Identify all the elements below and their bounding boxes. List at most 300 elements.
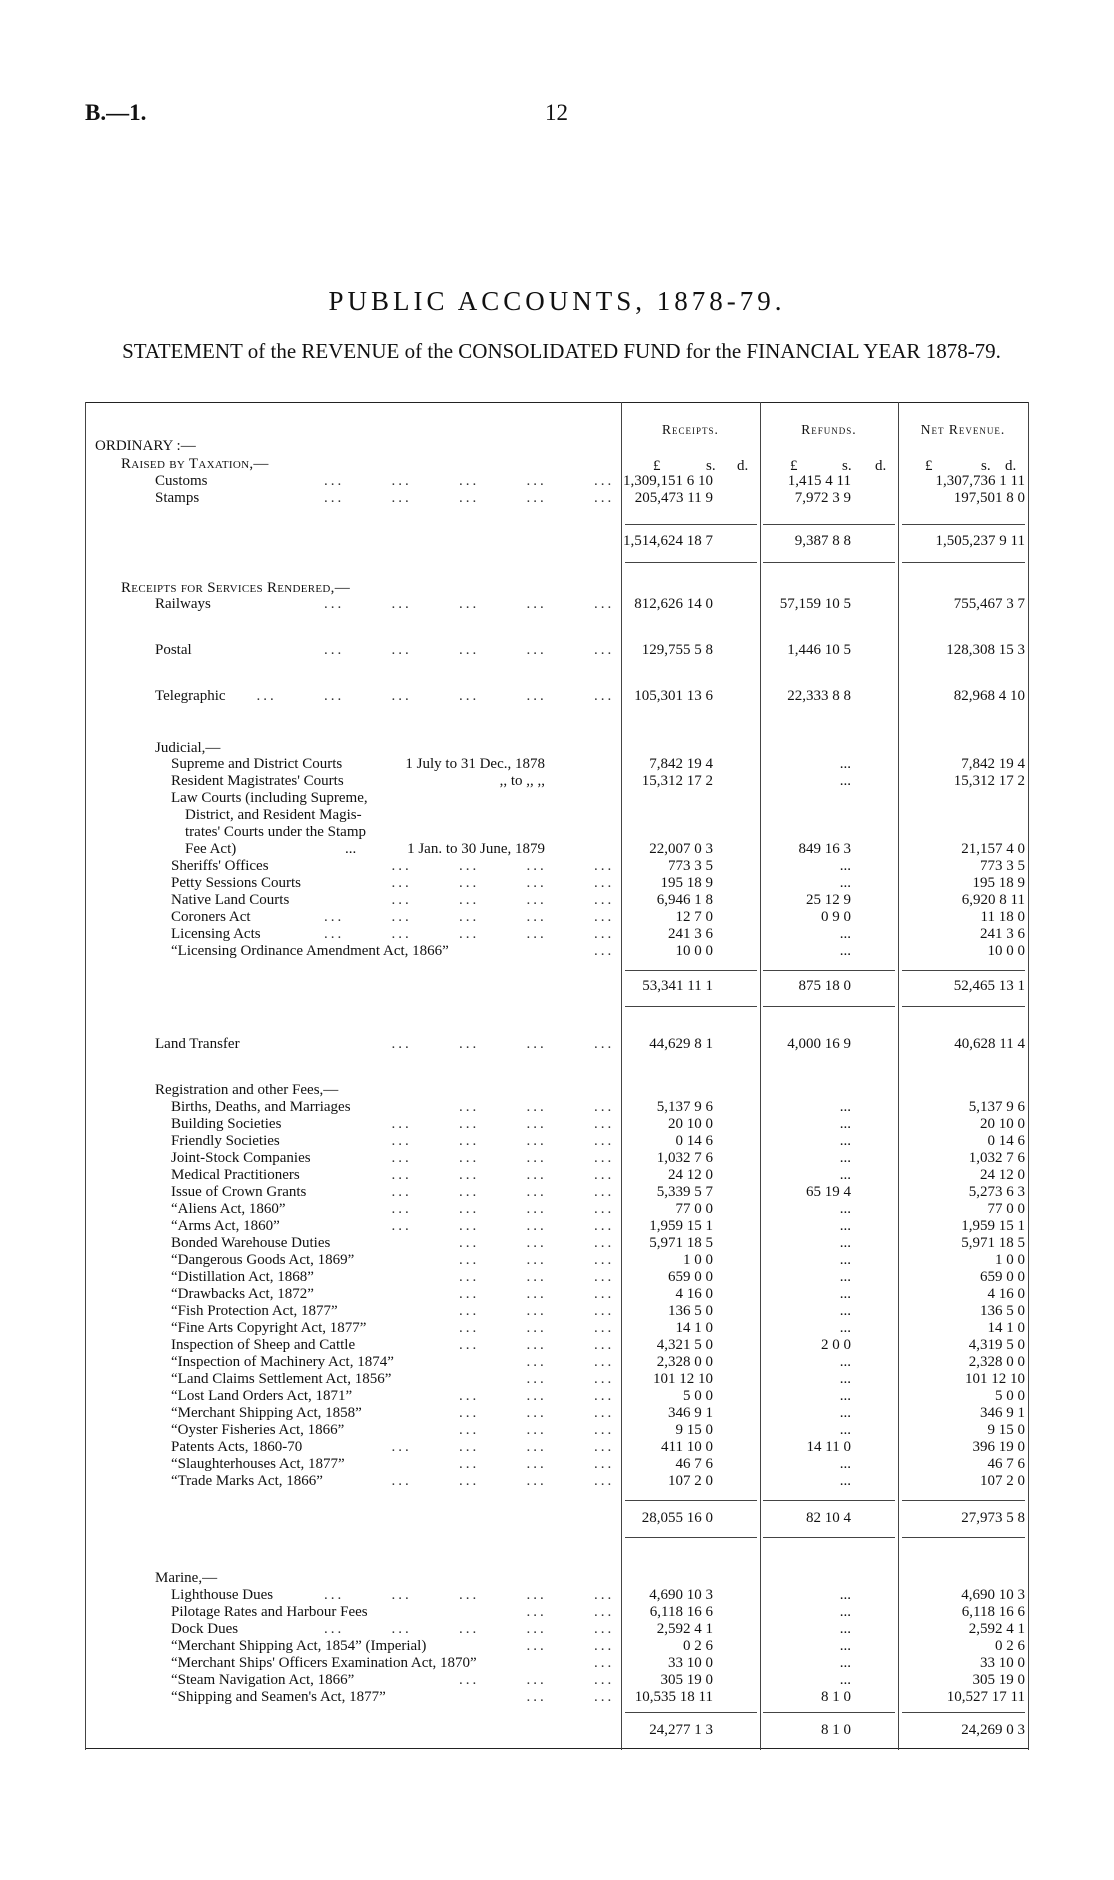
revenue-table <box>85 402 1029 1750</box>
section-heading: Marine,— <box>155 1570 218 1586</box>
row-label: Friendly Societies <box>171 1133 280 1149</box>
row-label: “Arms Act, 1860” <box>171 1218 280 1234</box>
row-label: “Drawbacks Act, 1872” <box>171 1286 314 1302</box>
receipts-amount: 10,535 18 11 <box>634 1689 713 1705</box>
receipts-amount: 20 10 0 <box>668 1116 713 1132</box>
refunds-amount: 22,333 8 8 <box>787 688 851 704</box>
refunds-subtotal: 82 10 4 <box>806 1510 851 1526</box>
table-row <box>85 1456 1029 1473</box>
refunds-amount: 0 9 0 <box>821 909 851 925</box>
leader-dots: ... <box>594 943 621 959</box>
table-row <box>85 824 1029 841</box>
receipts-amount: 0 2 6 <box>683 1638 713 1654</box>
row-label: Inspection of Sheep and Cattle <box>171 1337 356 1353</box>
refunds-amount: 25 12 9 <box>806 892 851 908</box>
refunds-amount: ... <box>839 1133 851 1149</box>
row-label: “Land Claims Settlement Act, 1856” <box>171 1371 392 1387</box>
receipts-amount: 4 16 0 <box>675 1286 713 1302</box>
receipts-amount: 773 3 5 <box>668 858 713 874</box>
receipts-amount: 812,626 14 0 <box>634 596 713 612</box>
net-amount: 11 18 0 <box>980 909 1025 925</box>
row-label: “Lost Land Orders Act, 1871” <box>171 1388 353 1404</box>
net-amount: 1,307,736 1 11 <box>935 473 1025 489</box>
refunds-amount: ... <box>839 1201 851 1217</box>
refunds-amount: ... <box>839 1099 851 1115</box>
row-label: Native Land Courts <box>171 892 290 908</box>
table-row <box>85 1621 1029 1638</box>
refunds-amount: ... <box>839 773 851 789</box>
row-label: “Merchant Ships' Officers Examination Act, 1870” <box>171 1655 477 1671</box>
leader-dots: ... ... ... ... <box>391 1184 621 1200</box>
section-heading-row <box>85 438 1029 455</box>
leader-dots: ... ... <box>526 1371 621 1387</box>
receipts-amount: 1,959 15 1 <box>649 1218 713 1234</box>
table-row <box>85 1604 1029 1621</box>
net-amount: 5,137 9 6 <box>968 1099 1025 1115</box>
row-label: “Merchant Shipping Act, 1858” <box>171 1405 362 1421</box>
row-label: Medical Practitioners <box>171 1167 300 1183</box>
receipts-subtotal: 53,341 11 1 <box>642 978 713 994</box>
table-row <box>85 1099 1029 1116</box>
page-number: 12 <box>545 100 568 125</box>
receipts-amount: 15,312 17 2 <box>641 773 713 789</box>
subtotal-rule <box>902 1500 1025 1501</box>
table-row <box>85 790 1029 807</box>
net-amount: 195 18 9 <box>972 875 1025 891</box>
leader-dots: ... <box>594 1655 621 1671</box>
net-subtotal: 52,465 13 1 <box>953 978 1025 994</box>
leader-dots: ... ... <box>526 1604 621 1620</box>
net-amount: 77 0 0 <box>987 1201 1025 1217</box>
net-amount: 5,971 18 5 <box>961 1235 1025 1251</box>
receipts-amount: 4,321 5 0 <box>656 1337 713 1353</box>
receipts-amount: 1,032 7 6 <box>656 1150 713 1166</box>
subtotal-rule <box>902 524 1025 525</box>
table-row <box>85 841 1029 858</box>
table-row <box>85 1218 1029 1235</box>
row-label: Dock Dues <box>171 1621 239 1637</box>
net-pounds-header: £ <box>925 458 933 474</box>
subtotal-rule <box>902 562 1025 563</box>
section-heading-row <box>85 456 1029 473</box>
refunds-amount: 14 11 0 <box>806 1439 851 1455</box>
receipts-amount: 411 10 0 <box>661 1439 713 1455</box>
receipts-pence-header: d. <box>737 458 749 474</box>
refunds-amount: ... <box>839 1218 851 1234</box>
leader-dots: ... ... ... ... ... <box>324 642 621 658</box>
table-row <box>85 1184 1029 1201</box>
refunds-subtotal: 875 18 0 <box>798 978 851 994</box>
table-row <box>85 1036 1029 1053</box>
leader-dots: ... ... ... ... <box>391 1167 621 1183</box>
subtotal-rule <box>763 1537 895 1538</box>
leader-dots: ... ... ... ... <box>391 1218 621 1234</box>
subtotal-row <box>85 533 1029 550</box>
receipts-amount: 1 0 0 <box>683 1252 713 1268</box>
row-label: Issue of Crown Grants <box>171 1184 307 1200</box>
leader-dots: ... <box>345 841 357 857</box>
table-row <box>85 1167 1029 1184</box>
receipts-amount: 129,755 5 8 <box>641 642 713 658</box>
subtotal-row <box>85 1722 1029 1739</box>
refunds-pence-header: d. <box>875 458 887 474</box>
row-label: Sheriffs' Offices <box>171 858 269 874</box>
refunds-amount: ... <box>839 1371 851 1387</box>
receipts-amount: 2,592 4 1 <box>656 1621 713 1637</box>
subtotal-rule <box>902 1537 1025 1538</box>
receipts-shillings-header: s. <box>706 458 716 474</box>
leader-dots: ... ... ... ... <box>391 1201 621 1217</box>
refunds-amount: ... <box>839 1235 851 1251</box>
net-amount: 305 19 0 <box>972 1672 1025 1688</box>
net-revenue-column-header: Net Revenue. <box>920 422 1006 437</box>
subtotal-rule <box>625 562 757 563</box>
table-row <box>85 1235 1029 1252</box>
net-amount: 21,157 4 0 <box>961 841 1025 857</box>
table-row <box>85 1672 1029 1689</box>
row-label: Coroners Act <box>171 909 251 925</box>
subtotal-rule <box>902 1712 1025 1713</box>
row-label: “Trade Marks Act, 1866” <box>171 1473 323 1489</box>
subtotal-rule <box>902 1006 1025 1007</box>
receipts-amount: 6,118 16 6 <box>649 1604 713 1620</box>
leader-dots: ... ... ... ... <box>391 1473 621 1489</box>
refunds-column-header: Refunds. <box>801 422 857 437</box>
refunds-amount: ... <box>839 1252 851 1268</box>
refunds-amount: ... <box>839 1286 851 1302</box>
receipts-amount: 24 12 0 <box>668 1167 713 1183</box>
receipts-amount: 305 19 0 <box>660 1672 713 1688</box>
refunds-amount: ... <box>839 1116 851 1132</box>
receipts-amount: 205,473 11 9 <box>634 490 713 506</box>
table-row <box>85 642 1029 659</box>
net-amount: 0 2 6 <box>995 1638 1025 1654</box>
table-row <box>85 1371 1029 1388</box>
receipts-amount: 5 0 0 <box>683 1388 713 1404</box>
receipts-amount: 2,328 0 0 <box>656 1354 713 1370</box>
receipts-amount: 136 5 0 <box>668 1303 713 1319</box>
refunds-amount: ... <box>839 1269 851 1285</box>
row-label: Stamps <box>155 490 200 506</box>
table-row <box>85 943 1029 960</box>
refunds-amount: ... <box>839 1150 851 1166</box>
table-row <box>85 1133 1029 1150</box>
table-row <box>85 596 1029 613</box>
row-label: “Shipping and Seamen's Act, 1877” <box>171 1689 386 1705</box>
leader-dots: ... ... ... ... <box>391 858 621 874</box>
row-label: Births, Deaths, and Marriages <box>171 1099 351 1115</box>
net-amount: 2,592 4 1 <box>968 1621 1025 1637</box>
page-title: PUBLIC ACCOUNTS, 1878-79. <box>328 286 786 316</box>
refunds-amount: ... <box>839 1303 851 1319</box>
subtotal-rule <box>763 970 895 971</box>
subtotal-rule <box>763 1500 895 1501</box>
net-amount: 24 12 0 <box>980 1167 1025 1183</box>
subtotal-rule <box>763 562 895 563</box>
net-amount: 5,273 6 3 <box>968 1184 1025 1200</box>
leader-dots: ... ... ... ... <box>391 1439 621 1455</box>
refunds-subtotal: 8 1 0 <box>821 1722 851 1738</box>
receipts-amount: 9 15 0 <box>675 1422 713 1438</box>
refunds-amount: ... <box>839 858 851 874</box>
section-heading: Judicial,— <box>155 740 221 756</box>
net-amount: 14 1 0 <box>987 1320 1025 1336</box>
net-amount: 46 7 6 <box>987 1456 1025 1472</box>
subtotal-rule <box>625 1006 757 1007</box>
leader-dots: ... ... ... ... <box>391 1036 621 1052</box>
receipts-amount: 77 0 0 <box>675 1201 713 1217</box>
net-subtotal: 27,973 5 8 <box>961 1510 1025 1526</box>
table-row <box>85 1303 1029 1320</box>
table-bottom-rule <box>85 1748 1029 1749</box>
leader-dots: ... ... ... <box>459 1456 621 1472</box>
receipts-amount: 659 0 0 <box>668 1269 713 1285</box>
row-label: Telegraphic <box>155 688 226 704</box>
leader-dots: ... ... ... <box>459 1388 621 1404</box>
net-amount: 1 0 0 <box>995 1252 1025 1268</box>
receipts-amount: 107 2 0 <box>668 1473 713 1489</box>
refunds-amount: ... <box>839 1388 851 1404</box>
net-shillings-header: s. <box>981 458 991 474</box>
row-label: “Inspection of Machinery Act, 1874” <box>171 1354 394 1370</box>
net-amount: 2,328 0 0 <box>968 1354 1025 1370</box>
receipts-column-header: Receipts. <box>662 422 719 437</box>
net-amount: 4,319 5 0 <box>968 1337 1025 1353</box>
leader-dots: ... ... ... <box>459 1303 621 1319</box>
subtotal-row <box>85 1510 1029 1527</box>
net-amount: 346 9 1 <box>980 1405 1025 1421</box>
net-amount: 101 12 10 <box>965 1371 1025 1387</box>
refunds-amount: 65 19 4 <box>806 1184 851 1200</box>
refunds-amount: 4,000 16 9 <box>787 1036 851 1052</box>
row-label: Land Transfer <box>155 1036 240 1052</box>
leader-dots: ... ... ... ... <box>391 875 621 891</box>
refunds-amount: 57,159 10 5 <box>779 596 851 612</box>
receipts-amount: 6,946 1 8 <box>656 892 713 908</box>
row-label: “Fine Arts Copyright Act, 1877” <box>171 1320 367 1336</box>
refunds-amount: ... <box>839 1672 851 1688</box>
receipts-pounds-header: £ <box>653 458 661 474</box>
net-amount: 396 19 0 <box>972 1439 1025 1455</box>
leader-dots: ... ... ... <box>459 1235 621 1251</box>
leader-dots: ... ... ... ... ... <box>324 1621 621 1637</box>
refunds-amount: ... <box>839 1405 851 1421</box>
leader-dots: ... ... ... <box>459 1269 621 1285</box>
table-row <box>85 1116 1029 1133</box>
row-label: Law Courts (including Supreme, <box>171 790 368 806</box>
leader-dots: ... ... ... ... ... <box>324 473 621 489</box>
row-label: District, and Resident Magis- <box>185 807 362 823</box>
table-row <box>85 1320 1029 1337</box>
net-amount: 197,501 8 0 <box>953 490 1025 506</box>
refunds-amount: 7,972 3 9 <box>794 490 851 506</box>
leader-dots: ... ... ... <box>459 1337 621 1353</box>
net-amount: 136 5 0 <box>980 1303 1025 1319</box>
refunds-amount: ... <box>839 1320 851 1336</box>
row-label: “Oyster Fisheries Act, 1866” <box>171 1422 345 1438</box>
refunds-amount: ... <box>839 1422 851 1438</box>
net-amount: 773 3 5 <box>980 858 1025 874</box>
net-amount: 241 3 6 <box>980 926 1025 942</box>
net-amount: 15,312 17 2 <box>953 773 1025 789</box>
net-amount: 33 10 0 <box>980 1655 1025 1671</box>
row-label: Resident Magistrates' Courts <box>171 773 344 789</box>
leader-dots: ... ... ... <box>459 1099 621 1115</box>
row-label: Licensing Acts <box>171 926 261 942</box>
net-amount: 7,842 19 4 <box>961 756 1025 772</box>
receipts-amount: 195 18 9 <box>660 875 713 891</box>
row-label: “Distillation Act, 1868” <box>171 1269 314 1285</box>
leader-dots: ... ... ... <box>459 1672 621 1688</box>
table-row <box>85 909 1029 926</box>
table-row <box>85 1252 1029 1269</box>
row-label: Supreme and District Courts <box>171 756 343 772</box>
section-heading-row <box>85 1570 1029 1587</box>
receipts-amount: 101 12 10 <box>653 1371 713 1387</box>
row-label: “Licensing Ordinance Amendment Act, 1866” <box>171 943 449 959</box>
refunds-amount: 8 1 0 <box>821 1689 851 1705</box>
net-amount: 82,968 4 10 <box>953 688 1025 704</box>
refunds-amount: ... <box>839 1638 851 1654</box>
receipts-amount: 10 0 0 <box>675 943 713 959</box>
leader-dots: ... ... ... <box>459 1320 621 1336</box>
table-row <box>85 1422 1029 1439</box>
leader-dots: ... ... ... <box>459 1405 621 1421</box>
refunds-amount: 849 16 3 <box>798 841 851 857</box>
subtotal-rule <box>625 524 757 525</box>
leader-dots: ... ... ... <box>459 1252 621 1268</box>
table-row <box>85 1201 1029 1218</box>
refunds-amount: ... <box>839 926 851 942</box>
subtotal-rule <box>763 524 895 525</box>
receipts-amount: 44,629 8 1 <box>649 1036 713 1052</box>
refunds-amount: ... <box>839 1604 851 1620</box>
leader-dots: ... ... ... ... ... <box>324 596 621 612</box>
table-row <box>85 473 1029 490</box>
net-amount: 9 15 0 <box>987 1422 1025 1438</box>
refunds-pounds-header: £ <box>790 458 798 474</box>
leader-dots: ... ... ... ... <box>391 1150 621 1166</box>
net-amount: 5 0 0 <box>995 1388 1025 1404</box>
table-row <box>85 892 1029 909</box>
table-row <box>85 1354 1029 1371</box>
leader-dots: ... ... ... <box>459 1286 621 1302</box>
row-label: “Dangerous Goods Act, 1869” <box>171 1252 355 1268</box>
leader-dots: ... ... ... ... <box>391 1116 621 1132</box>
refunds-amount: ... <box>839 943 851 959</box>
table-row <box>85 1286 1029 1303</box>
receipts-amount: 1,309,151 6 10 <box>623 473 713 489</box>
net-amount: 20 10 0 <box>980 1116 1025 1132</box>
leader-dots: ... ... ... ... ... <box>324 909 621 925</box>
refunds-subtotal: 9,387 8 8 <box>794 533 851 549</box>
refunds-amount: ... <box>839 756 851 772</box>
net-amount: 10,527 17 11 <box>946 1689 1025 1705</box>
net-amount: 128,308 15 3 <box>946 642 1025 658</box>
subtotal-rule <box>625 1500 757 1501</box>
table-row <box>85 1473 1029 1490</box>
receipts-subtotal: 1,514,624 18 7 <box>623 533 713 549</box>
leader-dots: ... ... <box>526 1638 621 1654</box>
net-subtotal: 1,505,237 9 11 <box>935 533 1025 549</box>
row-label: trates' Courts under the Stamp <box>185 824 367 840</box>
table-row <box>85 1638 1029 1655</box>
table-row <box>85 1337 1029 1354</box>
receipts-amount: 346 9 1 <box>668 1405 713 1421</box>
leader-dots: ... ... ... ... ... <box>324 1587 621 1603</box>
row-label: Joint-Stock Companies <box>171 1150 311 1166</box>
table-row <box>85 688 1029 705</box>
table-row <box>85 858 1029 875</box>
table-row <box>85 1587 1029 1604</box>
document-code: B.—1. <box>85 100 147 125</box>
receipts-subtotal: 24,277 1 3 <box>649 1722 713 1738</box>
subtotal-row <box>85 978 1029 995</box>
net-amount: 107 2 0 <box>980 1473 1025 1489</box>
row-label: “Steam Navigation Act, 1866” <box>171 1672 355 1688</box>
subtotal-rule <box>625 1537 757 1538</box>
row-label: “Merchant Shipping Act, 1854” (Imperial) <box>171 1638 427 1654</box>
receipts-amount: 4,690 10 3 <box>649 1587 713 1603</box>
row-label: Bonded Warehouse Duties <box>171 1235 331 1251</box>
row-label: Building Societies <box>171 1116 282 1132</box>
refunds-amount: 1,446 10 5 <box>787 642 851 658</box>
period-label: ,, to ,, ,, <box>499 773 545 789</box>
receipts-amount: 7,842 19 4 <box>649 756 713 772</box>
refunds-amount: ... <box>839 1473 851 1489</box>
receipts-amount: 46 7 6 <box>675 1456 713 1472</box>
receipts-amount: 105,301 13 6 <box>634 688 713 704</box>
row-label: Pilotage Rates and Harbour Fees <box>171 1604 368 1620</box>
table-row <box>85 1269 1029 1286</box>
receipts-amount: 5,137 9 6 <box>656 1099 713 1115</box>
leader-dots: ... ... <box>526 1689 621 1705</box>
section-heading: Raised by Taxation,— <box>121 456 269 472</box>
receipts-subtotal: 28,055 16 0 <box>641 1510 713 1526</box>
receipts-amount: 12 7 0 <box>675 909 713 925</box>
net-amount: 6,118 16 6 <box>961 1604 1025 1620</box>
table-row <box>85 875 1029 892</box>
section-heading: Registration and other Fees,— <box>155 1082 339 1098</box>
row-label: Fee Act) <box>185 841 237 857</box>
table-row <box>85 490 1029 507</box>
leader-dots: ... ... ... ... <box>391 1133 621 1149</box>
net-amount: 659 0 0 <box>980 1269 1025 1285</box>
table-row <box>85 807 1029 824</box>
refunds-amount: 2 0 0 <box>821 1337 851 1353</box>
row-label: Petty Sessions Courts <box>171 875 302 891</box>
net-amount: 1,032 7 6 <box>968 1150 1025 1166</box>
row-label: Patents Acts, 1860-70 <box>171 1439 303 1455</box>
subtotal-rule <box>902 970 1025 971</box>
table-row <box>85 1388 1029 1405</box>
receipts-amount: 0 14 6 <box>675 1133 713 1149</box>
table-top-rule <box>85 402 1029 403</box>
net-amount: 1,959 15 1 <box>961 1218 1025 1234</box>
leader-dots: ... ... ... <box>459 1422 621 1438</box>
net-subtotal: 24,269 0 3 <box>961 1722 1025 1738</box>
receipts-amount: 5,971 18 5 <box>649 1235 713 1251</box>
subtotal-rule <box>625 1712 757 1713</box>
leader-dots: ... ... ... ... ... ... <box>256 688 621 704</box>
section-heading: Receipts for Services Rendered,— <box>121 580 351 596</box>
period-label: 1 Jan. to 30 June, 1879 <box>407 841 545 857</box>
table-row <box>85 1150 1029 1167</box>
row-label: “Fish Protection Act, 1877” <box>171 1303 338 1319</box>
section-heading-row <box>85 1082 1029 1099</box>
receipts-amount: 14 1 0 <box>675 1320 713 1336</box>
refunds-amount: 1,415 4 11 <box>787 473 851 489</box>
